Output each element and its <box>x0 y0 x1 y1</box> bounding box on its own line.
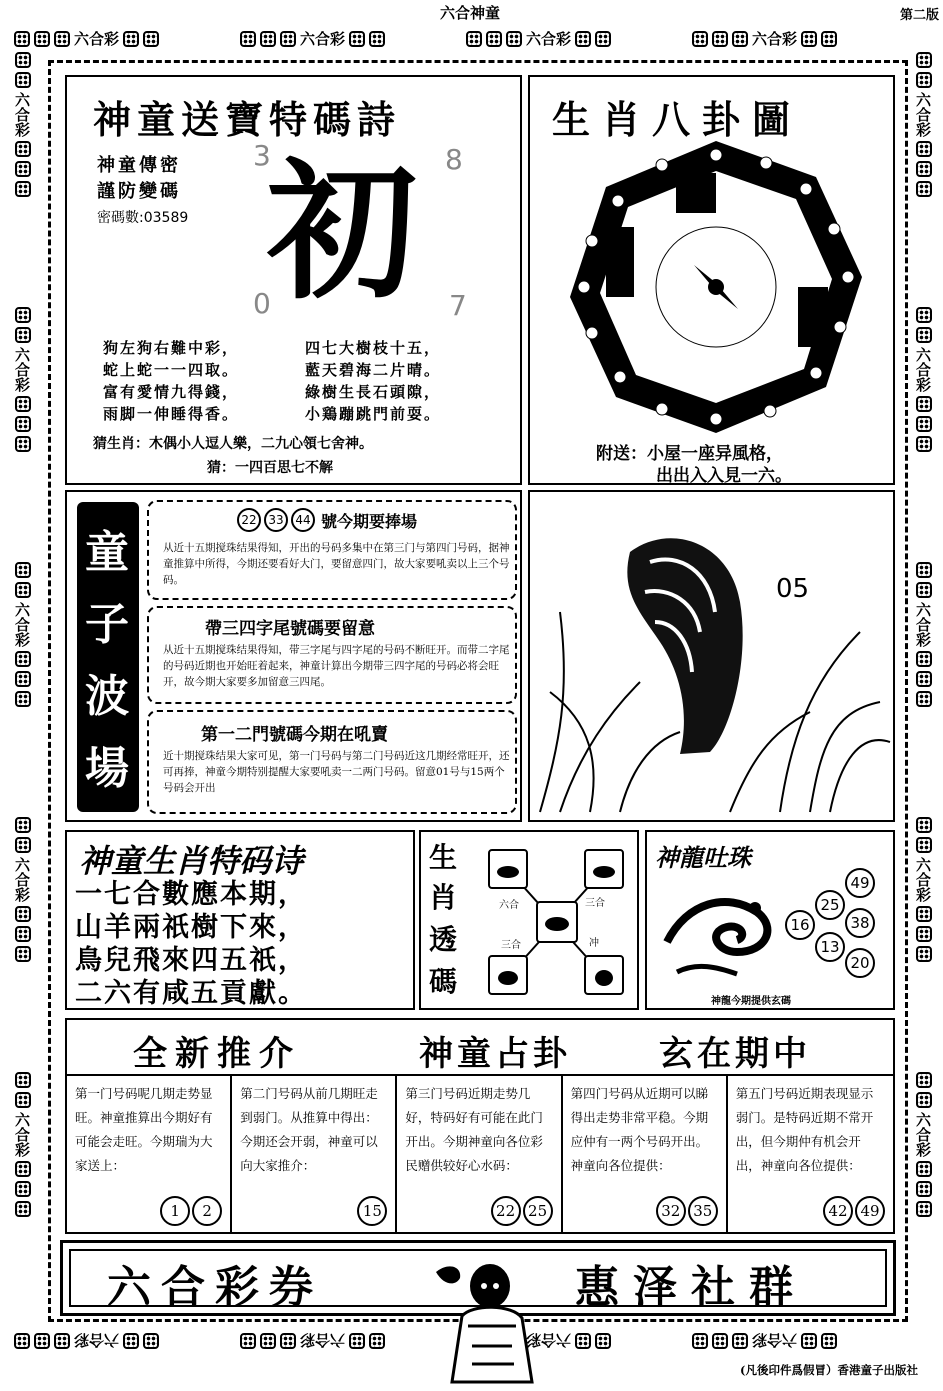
tile-icon <box>15 1201 31 1217</box>
door-number: 42 <box>823 1196 853 1226</box>
banner-mid: 神童占卦 <box>419 1034 571 1074</box>
bagua-gift-line2: 出出入入見一六。 <box>656 466 792 486</box>
door-text: 第三门号码近期走势几好，特码好有可能在此门开出。今期神童向各位彩民赠供较好心水码： <box>405 1086 543 1173</box>
bagua-box <box>528 75 895 485</box>
tile-icon <box>486 31 502 47</box>
border-group <box>14 1330 159 1351</box>
zodiac-poem-lines <box>75 878 307 1010</box>
tile-icon <box>15 327 31 343</box>
border-brand: 六合彩 <box>300 1331 346 1349</box>
tile-icon <box>369 31 385 47</box>
dragon-title: 神龍吐珠 <box>655 843 751 872</box>
tiger-number: 05 <box>776 574 810 604</box>
poem-line: 富有愛情九得錢， <box>103 383 240 401</box>
poem-line: 雨脚一伸睡得香。 <box>103 405 240 423</box>
door-cell <box>728 1076 893 1232</box>
tile-icon <box>15 416 31 432</box>
transparent-title-char: 碼 <box>429 965 458 998</box>
header-title: 六合神童 <box>440 4 501 22</box>
tile-icon <box>916 651 932 667</box>
border-brand: 六合彩 <box>74 30 120 48</box>
transparent-label-tl: 六合 <box>499 900 519 911</box>
poem-line: 綠樹生長石頭隙， <box>305 383 442 401</box>
tile-icon <box>14 1333 30 1349</box>
transparent-title-char: 透 <box>429 923 458 956</box>
tile-icon <box>712 31 728 47</box>
tile-icon <box>916 181 932 197</box>
tile-icon <box>34 1333 50 1349</box>
wave-section-2 <box>147 606 517 704</box>
tile-icon <box>143 1333 159 1349</box>
tile-icon <box>916 416 932 432</box>
number-ball: 44 <box>291 508 315 532</box>
tile-icon <box>15 946 31 962</box>
tile-icon <box>349 31 365 47</box>
border-group <box>12 817 33 962</box>
transparent-box <box>419 830 639 1010</box>
tile-icon <box>240 1333 256 1349</box>
bagua-gift: 附送：小屋一座异風格， <box>596 444 783 464</box>
secret-line2: 謹防變碼 <box>97 181 181 202</box>
border-group <box>913 52 934 197</box>
wave-side-char: 童 <box>85 527 129 578</box>
transparent-title-char: 肖 <box>429 881 458 914</box>
guess-zodiac: 猜生肖：木偶小人逗人樂，二九心領七舍神。 <box>93 436 373 452</box>
tile-icon <box>34 31 50 47</box>
door-numbers <box>357 1196 387 1226</box>
tile-icon <box>916 1181 932 1197</box>
poem-right-lines <box>305 337 441 425</box>
digit-tr: 8 <box>445 143 463 176</box>
guess-line: 猜：一四百思七不解 <box>207 460 333 476</box>
door-text: 第一门号码呢几期走势显旺。神童推算出今期好有可能会走旺。今期瑞为大家送上： <box>75 1086 213 1173</box>
tile-icon <box>732 31 748 47</box>
door-number: 2 <box>192 1196 222 1226</box>
wave-side-char: 場 <box>85 743 129 794</box>
wave-section-1 <box>147 500 517 600</box>
zodiac-poem-box <box>65 830 415 1010</box>
tile-icon <box>15 1072 31 1088</box>
door-number: 49 <box>855 1196 885 1226</box>
dragon-ball: 13 <box>815 932 845 962</box>
zodiac-poem-line: 鳥兒飛來四五祇， <box>75 945 307 976</box>
tile-icon <box>916 562 932 578</box>
border-brand: 六合彩 <box>914 857 932 902</box>
dragon-ball: 20 <box>845 948 875 978</box>
tile-icon <box>506 31 522 47</box>
top-border <box>0 24 943 52</box>
poem-line: 小鶏蹦跳門前耍。 <box>305 405 442 423</box>
tile-icon <box>916 327 932 343</box>
door-text: 第二门号码从前几期旺走到弱门。从推算中得出：今期还会开弱，神童可以向大家推介： <box>240 1086 378 1173</box>
tile-icon <box>692 31 708 47</box>
tile-icon <box>916 906 932 922</box>
tile-icon <box>15 837 31 853</box>
door-number: 32 <box>656 1196 686 1226</box>
dragon-ball: 16 <box>785 910 815 940</box>
tile-icon <box>15 926 31 942</box>
border-brand: 六合彩 <box>13 857 31 902</box>
tile-icon <box>15 671 31 687</box>
tile-icon <box>15 1181 31 1197</box>
tile-icon <box>916 926 932 942</box>
tile-icon <box>280 1333 296 1349</box>
border-brand: 六合彩 <box>752 30 798 48</box>
banner-right: 玄在期中 <box>659 1034 811 1074</box>
door-cell <box>232 1076 397 1232</box>
door-number: 15 <box>357 1196 387 1226</box>
door-number: 1 <box>160 1196 190 1226</box>
tile-icon <box>916 307 932 323</box>
tile-icon <box>15 141 31 157</box>
border-group <box>913 817 934 962</box>
tile-icon <box>14 31 30 47</box>
tile-icon <box>15 906 31 922</box>
dragon-box <box>645 830 895 1010</box>
border-group <box>12 52 33 197</box>
tile-icon <box>595 1333 611 1349</box>
border-group <box>913 562 934 707</box>
big-character: 初 <box>267 144 418 320</box>
tile-icon <box>240 31 256 47</box>
tile-icon <box>15 562 31 578</box>
tile-icon <box>15 161 31 177</box>
number-ball: 33 <box>264 508 288 532</box>
border-group <box>913 307 934 452</box>
door-numbers <box>823 1196 885 1226</box>
border-group <box>466 28 611 49</box>
door-cell <box>563 1076 728 1232</box>
dragon-ball: 25 <box>815 890 845 920</box>
tile-icon <box>15 436 31 452</box>
door-numbers <box>491 1196 553 1226</box>
bagua-diagram <box>566 137 866 437</box>
tile-icon <box>575 31 591 47</box>
digit-br: 7 <box>449 289 467 322</box>
tile-icon <box>732 1333 748 1349</box>
code-label: 密碼數:03589 <box>97 210 189 226</box>
border-group <box>692 1330 837 1351</box>
tile-icon <box>15 817 31 833</box>
border-brand: 六合彩 <box>74 1331 120 1349</box>
tile-icon <box>801 1333 817 1349</box>
zodiac-poem-line: 山羊兩祇樹下來， <box>75 912 307 943</box>
poem-title: 神童送寶特碼詩 <box>93 97 402 142</box>
wave-body-2: 从近十五期搅珠结果得知，带三字尾与四字尾的号码不断旺开。而带二字尾的号码近期也开始旺着起来，神童计算出今期带三四字尾的号码必将会旺开，故今期大家要多加留意三四尾。 <box>163 644 510 688</box>
tile-icon <box>916 1072 932 1088</box>
secret-line1: 神童傳密 <box>97 155 181 176</box>
door-number: 22 <box>491 1196 521 1226</box>
door-cell <box>67 1076 232 1232</box>
tile-icon <box>916 691 932 707</box>
dragon-illustration <box>657 882 787 982</box>
tile-icon <box>54 31 70 47</box>
dragon-ball: 49 <box>845 868 875 898</box>
wave-heading-1: 號今期要捧場 <box>321 512 418 531</box>
digit-tl: 3 <box>253 139 271 172</box>
poem-line: 四七大樹枝十五， <box>305 339 442 357</box>
tile-icon <box>916 582 932 598</box>
border-brand: 六合彩 <box>914 1112 932 1157</box>
tile-icon <box>575 1333 591 1349</box>
doors-box <box>65 1018 895 1234</box>
tile-icon <box>916 817 932 833</box>
poem-line: 藍天碧海二片晴。 <box>305 361 442 379</box>
door-text: 第五门号码近期表现显示弱门。是特码近期不常开出，但今期仲有机会开出，神童向各位提供： <box>735 1086 874 1173</box>
tile-icon <box>466 31 482 47</box>
border-group <box>240 1330 385 1351</box>
border-group <box>913 1072 934 1217</box>
border-brand: 六合彩 <box>526 30 572 48</box>
digit-bl: 0 <box>253 287 271 320</box>
poem-box <box>65 75 522 485</box>
tile-icon <box>260 31 276 47</box>
wave-side-char: 波 <box>85 671 129 722</box>
tile-icon <box>916 671 932 687</box>
tile-icon <box>143 31 159 47</box>
page-label: 第二版 <box>899 8 939 23</box>
zodiac-poem-line: 一七合數應本期， <box>75 879 307 910</box>
child-figure <box>432 1256 542 1386</box>
tile-icon <box>15 651 31 667</box>
tile-icon <box>15 307 31 323</box>
border-brand: 六合彩 <box>914 92 932 137</box>
bagua-title: 生肖八卦圖 <box>552 97 803 142</box>
wave-heading-3: 第一二門號碼今期在吼賣 <box>201 725 388 745</box>
wave-side-char: 子 <box>85 599 129 650</box>
tile-icon <box>916 837 932 853</box>
tile-icon <box>15 72 31 88</box>
poem-line: 蛇上蛇一一四取。 <box>103 361 240 379</box>
door-numbers <box>656 1196 718 1226</box>
wave-body-3: 近十期搅珠结果大家可见，第一门号码与第二门号码近这几期经常旺开，还可再捧，神童今期特别提醒大家要吼卖一二两门号码。留意01号与15两个号码会开出 <box>163 750 510 794</box>
transparent-title-char: 生 <box>429 841 458 874</box>
tile-icon <box>916 52 932 68</box>
wave-heading-2: 帶三四字尾號碼要留意 <box>205 619 375 639</box>
wave-side-title <box>77 502 139 812</box>
zodiac-poem-line: 二六有咸五貢獻。 <box>75 978 307 1009</box>
tile-icon <box>15 1161 31 1177</box>
transparent-label-br: 冲 <box>589 938 599 949</box>
zodiac-poem-title: 神童生肖特码诗 <box>79 842 304 880</box>
border-group <box>12 562 33 707</box>
tile-icon <box>280 31 296 47</box>
doors-row <box>67 1076 893 1232</box>
border-group <box>12 1072 33 1217</box>
tiger-box <box>528 490 895 822</box>
left-border <box>0 52 42 1326</box>
footer-left-text: 六合彩券 <box>107 1262 323 1313</box>
tile-icon <box>801 31 817 47</box>
tile-icon <box>15 181 31 197</box>
border-brand: 六合彩 <box>13 92 31 137</box>
tile-icon <box>123 1333 139 1349</box>
tile-icon <box>15 1092 31 1108</box>
border-group <box>14 28 159 49</box>
poem-line: 狗左狗右難中彩， <box>103 339 240 357</box>
tiger-illustration <box>530 492 893 820</box>
tile-icon <box>15 52 31 68</box>
dragon-caption: 神龍今期提供玄碼 <box>711 996 791 1007</box>
tile-icon <box>916 436 932 452</box>
door-numbers <box>160 1196 222 1226</box>
tile-icon <box>916 396 932 412</box>
dragon-ball: 38 <box>845 908 875 938</box>
transparent-label-bl: 三合 <box>501 940 521 951</box>
tile-icon <box>595 31 611 47</box>
tile-icon <box>712 1333 728 1349</box>
border-brand: 六合彩 <box>300 30 346 48</box>
border-brand: 六合彩 <box>752 1331 798 1349</box>
border-brand: 六合彩 <box>914 602 932 647</box>
tile-icon <box>369 1333 385 1349</box>
border-brand: 六合彩 <box>526 1331 572 1349</box>
tile-icon <box>54 1333 70 1349</box>
border-group <box>240 28 385 49</box>
tile-icon <box>349 1333 365 1349</box>
number-ball: 22 <box>237 508 261 532</box>
poem-left-lines <box>103 337 239 425</box>
door-number: 25 <box>523 1196 553 1226</box>
tile-icon <box>916 1161 932 1177</box>
tile-icon <box>260 1333 276 1349</box>
transparent-label-tr: 三合 <box>585 898 605 909</box>
tile-icon <box>123 31 139 47</box>
wave-body-1: 从近十五期搅珠结果得知，开出的号码多集中在第三门与第四门号码，据神童推算中所得，今期还要看好大门，要留意四门，故大家要吼卖以上三个号码。 <box>163 542 510 586</box>
border-group <box>12 307 33 452</box>
tile-icon <box>821 31 837 47</box>
wave-numbers <box>237 508 315 532</box>
tile-icon <box>916 1092 932 1108</box>
tile-icon <box>916 1201 932 1217</box>
tile-icon <box>15 582 31 598</box>
door-cell <box>397 1076 562 1232</box>
border-brand: 六合彩 <box>13 347 31 392</box>
tile-icon <box>15 691 31 707</box>
footer-note: (凡後印件爲假冒）香港童子出版社 <box>740 1363 918 1377</box>
wave-box <box>65 490 522 822</box>
border-brand: 六合彩 <box>914 347 932 392</box>
border-group <box>692 28 837 49</box>
border-brand: 六合彩 <box>13 1112 31 1157</box>
door-text: 第四门号码从近期可以睇得出走势非常平稳。今期应仲有一两个号码开出。神童向各位提供： <box>570 1086 709 1173</box>
banner-left: 全新推介 <box>133 1034 301 1074</box>
tile-icon <box>916 161 932 177</box>
door-number: 35 <box>688 1196 718 1226</box>
transparent-diagram <box>481 844 631 1002</box>
border-brand: 六合彩 <box>13 602 31 647</box>
footer-right-text: 惠泽社群 <box>575 1262 807 1313</box>
tile-icon <box>821 1333 837 1349</box>
wave-section-3 <box>147 710 517 814</box>
doors-banner <box>67 1020 893 1076</box>
tile-icon <box>916 946 932 962</box>
tile-icon <box>916 72 932 88</box>
tile-icon <box>15 396 31 412</box>
tile-icon <box>692 1333 708 1349</box>
tile-icon <box>916 141 932 157</box>
